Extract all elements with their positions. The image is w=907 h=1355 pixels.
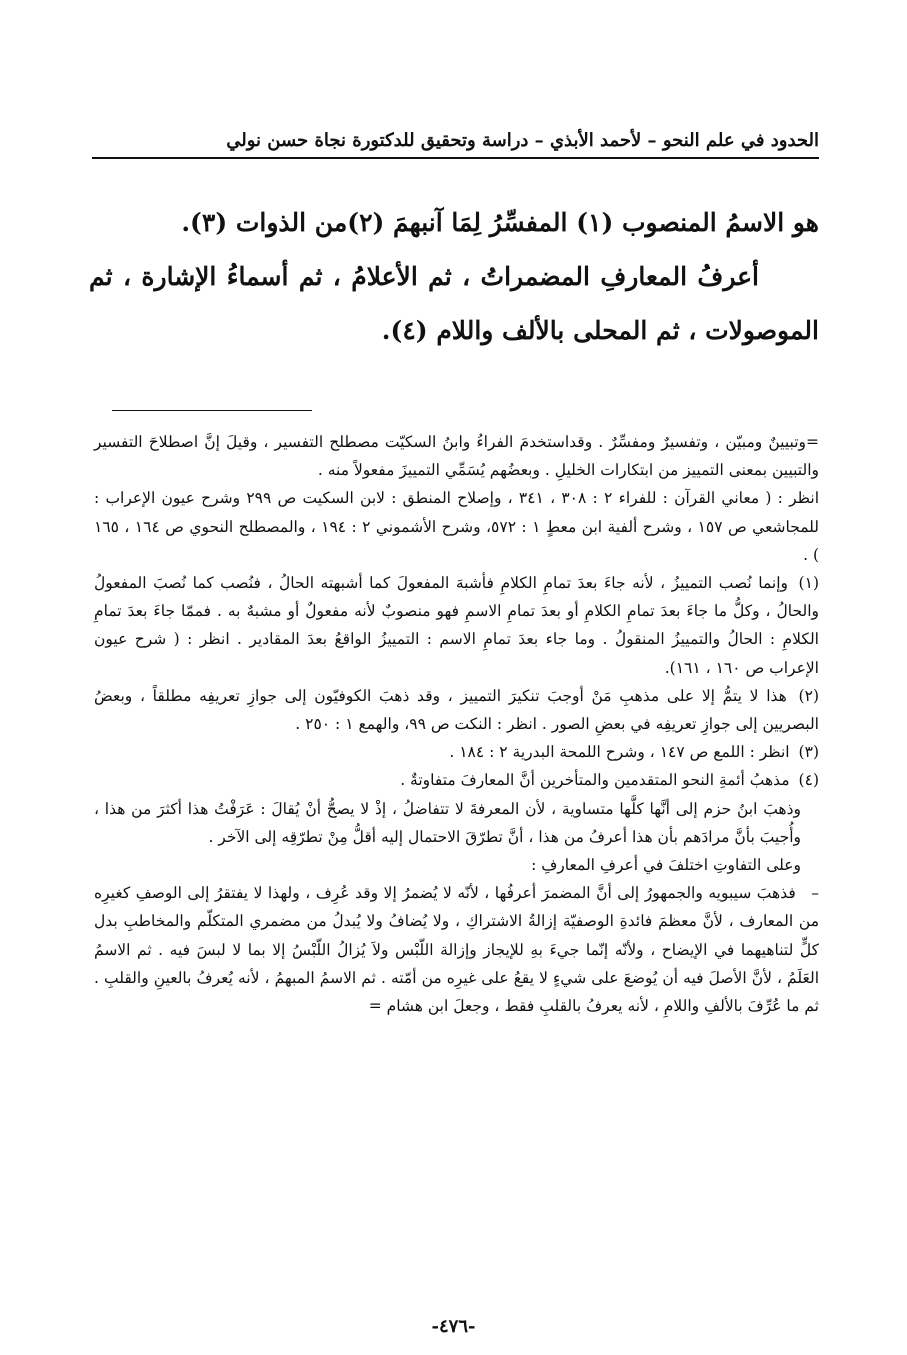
footnote-3-number: (٣) — [798, 743, 819, 762]
footnote-continuation-1: =وتبيينٌ ومبيّن ، وتفسيرٌ ومفسِّرٌ . وقداستخدمَ الفراءُ وابنُ السكيّت مصطلح التفسير ، وقيلَ إنَّ اصطلاحَ التفسير والتبيين بمعنى التمييز من ابتكارات الخليلِ . وبعضُهم يُسَمِّي التمييزَ مفعولاً منه . — [94, 433, 819, 480]
footnote-1-text: وإنما نُصب التمييزُ ، لأنه جاءَ بعدَ تمامِ الكلامِ فأشبهَ المفعولَ كما أشبهته الحالُ ، فنُصب كما نُصبَ المفعولُ والحالُ ، وكلُّ ما جاءَ بعدَ تمامِ الكلامِ أو بعدَ تمامِ الاسمِ فهو منصوبٌ لأنه مفعولٌ أو مشبهٌ به . فممّا جاءَ بعدَ تمامِ الكلامِ : الحالُ والتمييزُ المنقولُ . وما جاء بعدَ تمامِ الاسم : التمييزُ الواقعُ بعدَ المقادير . انظر : ( شرح عيون الإعراب ص ١٦٠ ، ١٦١). — [94, 574, 819, 677]
footnote-continuation-2: انظر : ( معاني القرآن : للفراء ٢ : ٣٠٨ ، ٣٤١ ، وإصلاح المنطق : لابن السكيت ص ٢٩٩ وشرح عيون الإعراب : للمجاشعي ص ١٥٧ ، وشرح ألفية ابن معطٍ ١ : ٥٧٢، وشرح الأشموني ٢ : ١٩٤ ، والمصطلح النحوي ص ١٦٤ ، ١٦٥ ) . — [94, 489, 820, 564]
main-text — [89, 196, 819, 358]
footnote-1-number: (١) — [798, 574, 819, 593]
footnote-2-text: هذا لا يتمُّ إلا على مذهبِ مَنْ أوجبَ تنكيرَ التمييز ، وقد ذهبَ الكوفيّون إلى جوازِ تعريفِه مطلقاً ، وبعضُ البصريين إلى جوازِ تعريفِه في بعضِ الصور . انظر : النكت ص ٩٩، والهمع ١ : ٢٥٠ . — [94, 686, 819, 734]
main-paragraph-2: أعرفُ المعارفِ المضمراتُ ، ثم الأعلامُ ، ثم أسماءُ الإشارة ، ثم الموصولات ، ثم المحلى بالألف واللام (٤). — [89, 262, 819, 345]
footnotes — [94, 428, 819, 1020]
footnote-4-paragraph-3-text: فذهبَ سيبويه والجمهورُ إلى أنَّ المضمرَ أعرفُها ، لأنّه لا يُضمرُ إلا وقد عُرِف ، ولهذا لا يفتقرُ إلى الوصفِ كغيرِه من المعارف ، لأنَّ معظمَ فائدةِ الوصفيّة إزالةُ الاشتراكِ ، ولا يُضافُ ولا يُبدلُ من مضمري المتكلّم والمخاطبِ بدل كلٍّ لتناهيهما في الإيضاح ، ولأنّه إنّما جيءَ بهِ للإيجاز وإزالة اللّبْس ولاَ يُزالُ اللّبْسُ إلا بما لا لبسَ فيه . ثم الاسمُ العَلَمُ ، لأنَّ الأصلَ فيه أن يُوضعَ على شيءٍ لا يقعُ على غيرِه من أمّته . ثم الاسمُ المبهمُ ، لأنه يُعرفُ بالعينِ والقلبِ . ثم ما عُرِّفَ بالألفِ واللامِ ، لأنه يعرفُ بالقلبِ فقط ، وجعلَ ابن هشام = — [94, 884, 819, 1016]
running-header: الحدود في علم النحو – لأحمد الأبذي – دراسة وتحقيق للدكتورة نجاة حسن نولي — [226, 130, 819, 151]
footnote-1 — [94, 569, 819, 682]
footnote-rule — [112, 410, 312, 411]
footnote-4-paragraph-1: وذهبَ ابنُ حزم إلى أنَّها كلَّها متساوية ، لأن المعرفةَ لا تتفاضلُ ، إذْ لا يصحُّ أنْ يُقالَ : عَرَفْتُ هذا أكثرَ من هذا ، وأُجيبَ بأنَّ مرادَهم بأن هذا أعرفُ من هذا ، أنَّ تطرّقَ الاحتمال إليه أقلُّ مِنْ تطرّقِه إلى الآخر . — [94, 799, 801, 846]
footnote-4 — [94, 766, 819, 794]
page-number: -٤٧٦- — [431, 1316, 476, 1337]
footnote-3-text: انظر : اللمع ص ١٤٧ ، وشرح اللمحة البدرية ٢ : ١٨٤ . — [449, 743, 790, 762]
footnote-2 — [94, 682, 819, 738]
footnote-4-text: مذهبُ أئمةِ النحو المتقدمين والمتأخرين أنَّ المعارفَ متفاوتةٌ . — [400, 771, 790, 790]
footnote-2-number: (٢) — [798, 686, 819, 705]
footnote-4-paragraph-2: وعلى التفاوتِ اختلفَ في أعرفِ المعارفِ : — [531, 856, 801, 875]
main-paragraph-1: هو الاسمُ المنصوب (١) المفسِّرُ لِمَا آنبهمَ (٢)من الذوات (٣). — [181, 208, 819, 237]
footnote-4-paragraph-3 — [94, 879, 819, 1020]
list-dash: – — [811, 884, 819, 903]
header-rule — [92, 157, 819, 159]
footnote-3 — [94, 738, 819, 766]
footnote-4-number: (٤) — [798, 771, 819, 790]
